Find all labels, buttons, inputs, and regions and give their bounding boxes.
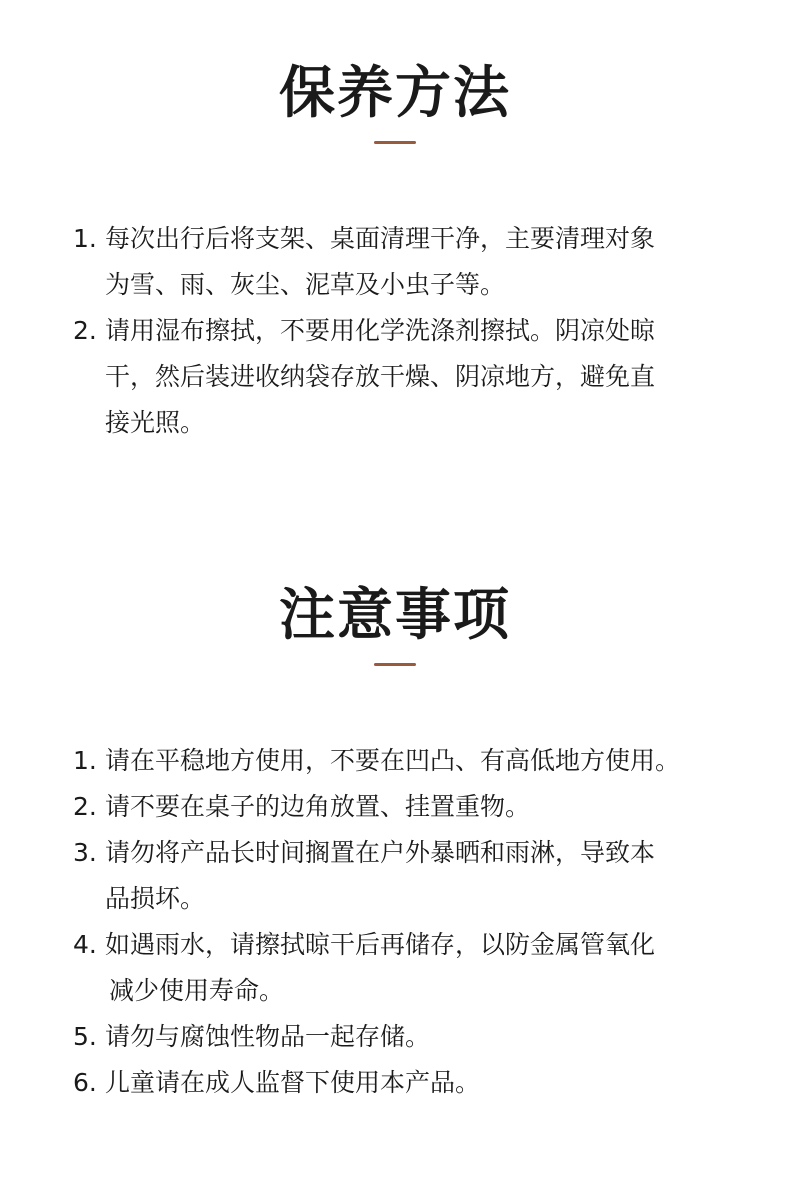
- notice-item: [0, 784, 790, 830]
- notice-item-line: 儿童请在成人监督下使用本产品。: [105, 1068, 481, 1097]
- care-title-divider: [374, 141, 416, 144]
- notice-item-line: 品损坏。: [105, 884, 206, 913]
- notice-title: 注意事项: [279, 583, 511, 648]
- notice-item-line: 请勿将产品长时间搁置在户外暴晒和雨淋，导致本: [105, 838, 656, 867]
- care-item-line: 请用湿布擦拭，不要用化学洗涤剂擦拭。阴凉处晾: [105, 316, 656, 345]
- care-item-line: 干，然后装进收纳袋存放干燥、阴凉地方，避免直: [105, 362, 656, 391]
- notice-item-line: 请不要在桌子的边角放置、挂置重物。: [105, 792, 531, 821]
- notice-item-line: 请在平稳地方使用，不要在凹凸、有高低地方使用。: [105, 746, 681, 775]
- notice-item-line: 如遇雨水，请擦拭晾干后再储存，以防金属管氧化: [105, 930, 656, 959]
- care-title: 保养方法: [279, 61, 511, 126]
- care-item-number: 2.: [73, 316, 97, 345]
- care-item-line: 每次出行后将支架、桌面清理干净，主要清理对象: [105, 224, 656, 253]
- notice-item: [0, 1060, 790, 1106]
- care-section: [0, 58, 790, 446]
- care-item: [0, 308, 790, 446]
- care-list: [0, 216, 790, 446]
- notice-item-number: 2.: [73, 792, 97, 821]
- notice-list: [0, 738, 790, 1106]
- notice-item: [0, 738, 790, 784]
- notice-item-number: 6.: [73, 1068, 97, 1097]
- notice-item: [0, 830, 790, 922]
- notice-item-number: 4.: [73, 930, 97, 959]
- notice-item-number: 5.: [73, 1022, 97, 1051]
- notice-item-number: 3.: [73, 838, 97, 867]
- notice-item: [0, 922, 790, 1014]
- care-item-number: 1.: [73, 224, 97, 253]
- notice-item-number: 1.: [73, 746, 97, 775]
- care-item-line: 为雪、雨、灰尘、泥草及小虫子等。: [105, 270, 506, 299]
- notice-item-line: 减少使用寿命。: [109, 976, 285, 1005]
- care-item: [0, 216, 790, 308]
- notice-title-divider: [374, 663, 416, 666]
- notice-item: [0, 1014, 790, 1060]
- notice-section: [0, 580, 790, 1106]
- care-item-line: 接光照。: [105, 408, 206, 437]
- notice-item-line: 请勿与腐蚀性物品一起存储。: [105, 1022, 431, 1051]
